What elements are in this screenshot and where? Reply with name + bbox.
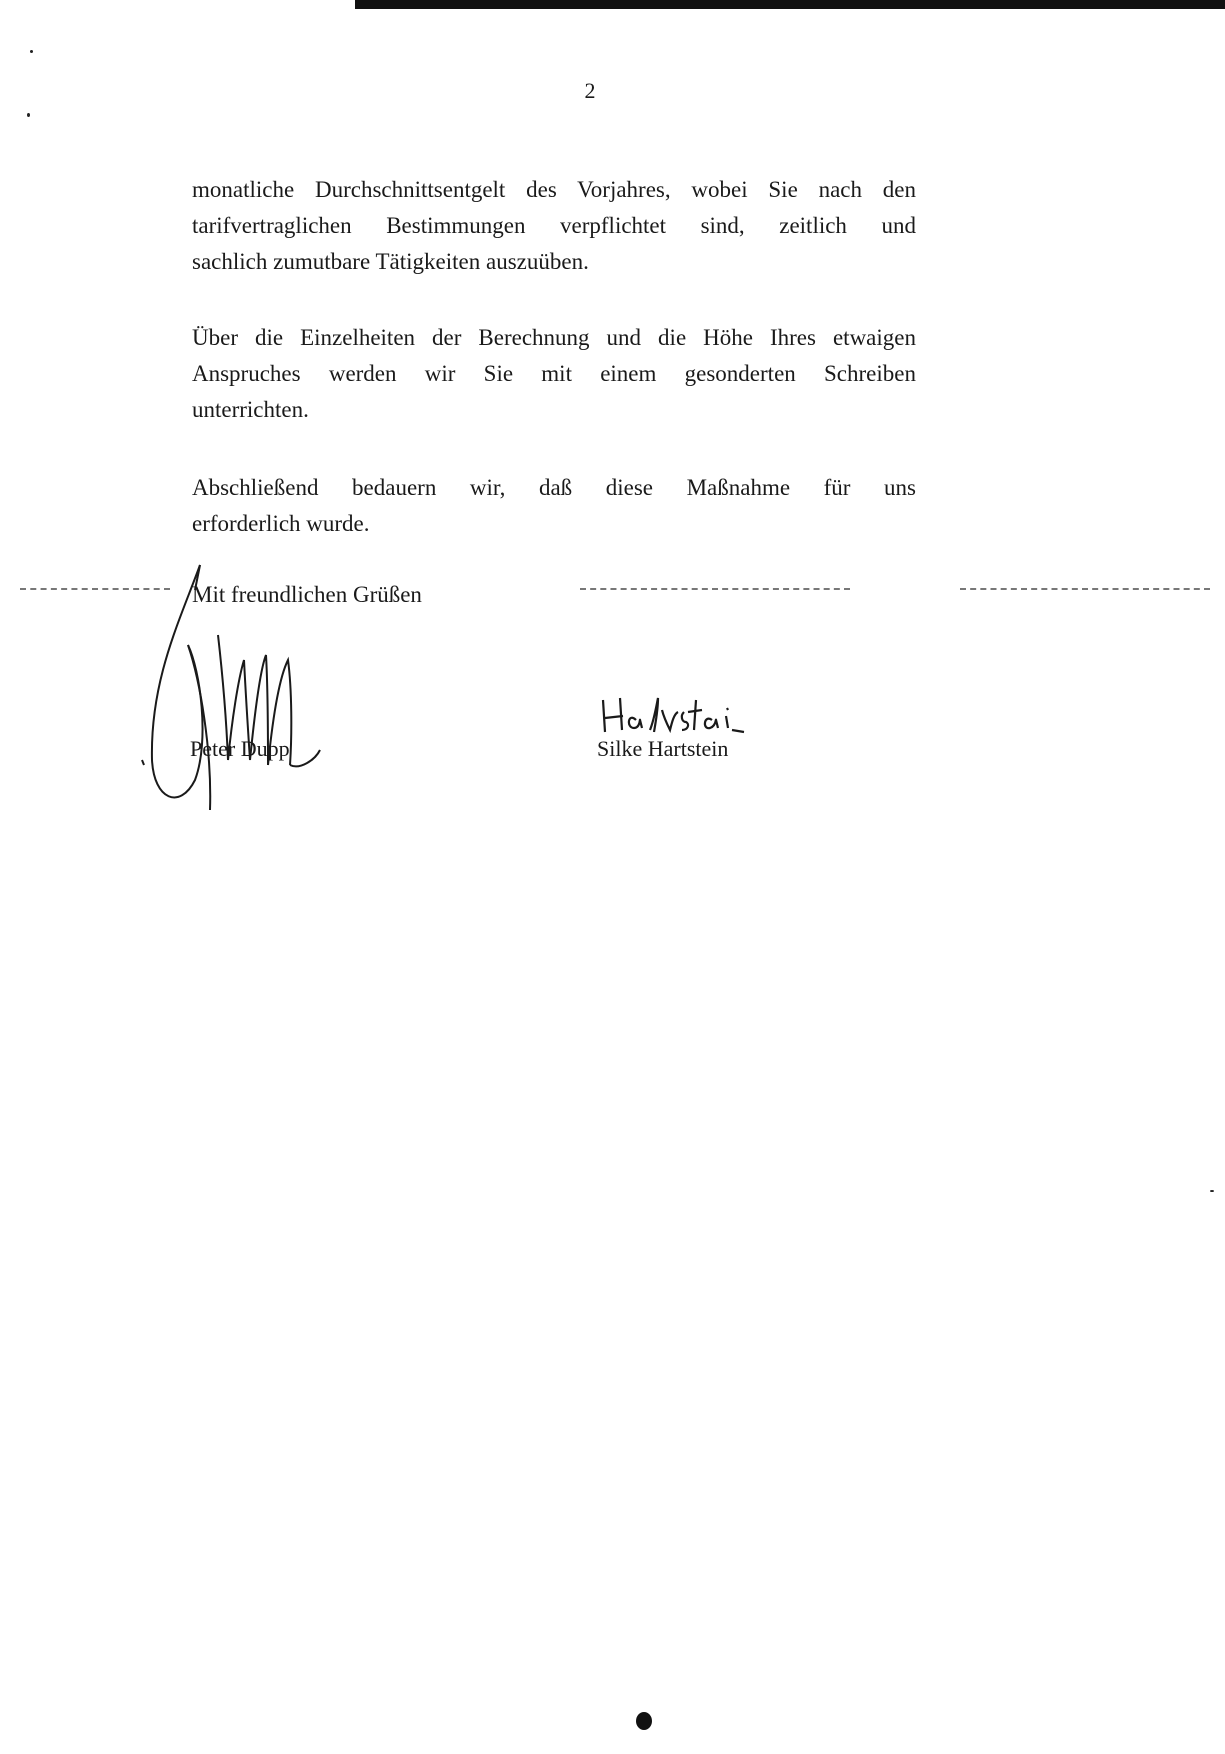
text-line: sachlich zumutbare Tätigkeiten auszuüben. [192, 249, 589, 274]
closing-greeting: Mit freundlichen Grüßen [192, 582, 422, 607]
signer-name-1: Peter Dupp [190, 736, 290, 761]
text-line: Über die Einzelheiten der Berechnung und die Höhe Ihres etwaigen [192, 325, 916, 350]
text-line: Anspruches werden wir Sie mit einem gesonderten Schreiben [192, 361, 916, 386]
paragraph-3 [192, 470, 916, 542]
page-number: 2 [584, 78, 596, 103]
top-border-rule [355, 0, 1225, 9]
signature-peter-dupp [140, 560, 340, 820]
signature-silke-hartstein [598, 690, 758, 740]
text-line: unterrichten. [192, 397, 309, 422]
text-line: Abschließend bedauern wir, daß diese Maßnahme für uns [192, 475, 916, 500]
text-line: erforderlich wurde. [192, 511, 370, 536]
fold-mark-middle [580, 588, 850, 592]
scan-speck [30, 50, 33, 53]
signer-name-2: Silke Hartstein [597, 736, 729, 761]
fold-mark-right [960, 588, 1210, 592]
scan-speck [27, 113, 30, 117]
text-line: tarifvertraglichen Bestimmungen verpflichtet sind, zeitlich und [192, 213, 916, 238]
paragraph-1 [192, 172, 916, 280]
paragraph-2 [192, 320, 916, 428]
text-line: monatliche Durchschnittsentgelt des Vorjahres, wobei Sie nach den [192, 177, 916, 202]
scan-speck [1210, 1190, 1214, 1192]
footer-scan-mark [636, 1712, 652, 1730]
